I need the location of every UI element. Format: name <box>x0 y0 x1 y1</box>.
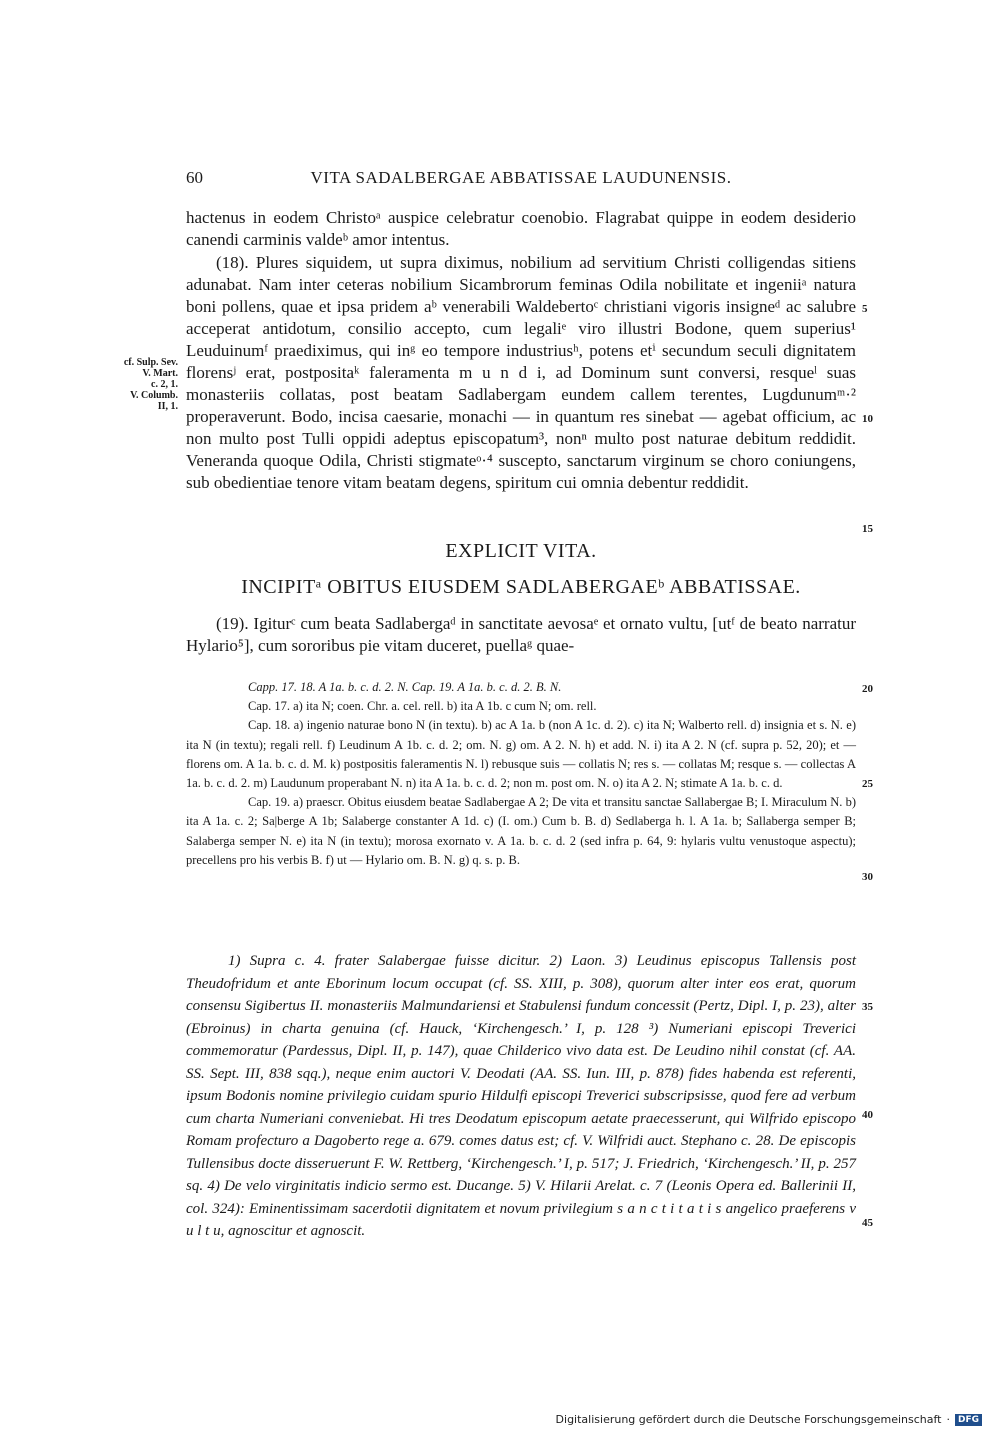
marginal-note-line: V. Columb. <box>130 390 178 401</box>
incipit-heading: INCIPITᵃ OBITUS EIUSDEM SADLABERGAEᵇ ABBATISSAE. <box>241 576 801 598</box>
credit-text: Digitalisierung gefördert durch die Deutsche Forschungsgemeinschaft <box>555 1413 942 1426</box>
line-number: 35 <box>862 1001 873 1013</box>
apparatus-sources: Capp. 17. 18. A 1a. b. c. d. 2. N. Cap. 19. A 1a. b. c. d. 2. B. N. <box>248 680 562 694</box>
line-number: 20 <box>862 683 873 695</box>
apparatus-cap-19: Cap. 19. a) praescr. Obitus eiusdem beatae Sadlabergae A 2; De vita et transitu sanctae Sallabergae B; I. Miraculum N. b) ita A 1a. c. 2; Sa|berge A 1b; Salaberge constanter A 1d. c) (I. om.) Cum b. B. d) Sedlaberga h. l. A 1a. b; Sallaberga semper B; Salaberga semper N. e) ita N (in textu); morosa exornato v. A 1a. b. c. d. 2 (sed infra p. 64, 9: hylaris vultu venustoque aspectu); precellens pro his verbis B. f) ut — Hylario om. B. N. g) q. s. p. B. <box>186 795 856 867</box>
footnotes-text: 1) Supra c. 4. frater Salabergae fuisse dicitur. 2) Laon. 3) Leudinus episcopus Tallensis post Theudofridum et ante Eborinum locum occupat (cf. SS. XIII, p. 308), quorum alter inter eos erat, quorum consensu Sigibertus II. monasteriis Malmundariensi et Stabulensi fundum concessit (Pertz, Dipl. I, p. 23), alter (Ebroinus) in charta genuina (cf. Hauck, ‘Kirchengesch.’ I, p. 128 ³) Numeriani episcopi Treverici commemoratur (Pardessus, Dipl. II, p. 147), quae Childerico vivo data est. De Leudino nihil constat (cf. AA. SS. Sept. III, 838 sqq.), neque enim auctori V. Deodati (AA. SS. Iun. III, p. 878) fides habenda est referenti, ipsum Bodonis nomine privilegio cuidam spurio Hildulfi episcopi Treverici subscripsisse, quod fere ad verbum cum charta Numeriani conveniebat. Hi tres Deodatum episcopum aetate praecesserunt, qui Wilfrido episcopo Romam profecturo a Dagoberto rege a. 679. comes datus est; cf. V. Wilfridi auct. Stephano c. 28. De episcopis Tullensibus docte disseruerunt F. W. Rettberg, ‘Kirchengesch.’ I, p. 517; J. Friedrich, ‘Kirchengesch.’ II, p. 257 sq. 4) De velo virginitatis indicio sermo est. Ducange. 5) V. Hilarii Arelat. c. 7 (Leonis Opera ed. Ballerinii II, col. 324): Eminentissimam sacerdotii dignitatem et novum privilegium s a n c t i t a t i s angelico praeferens v u l t u, agnoscitur et agnoscit. <box>186 953 856 1239</box>
page-header <box>186 168 856 192</box>
explicit-heading: EXPLICIT VITA. <box>445 540 597 562</box>
line-number: 45 <box>862 1217 873 1229</box>
page-number: 60 <box>186 168 203 187</box>
paragraph-1: hactenus in eodem Christoᵃ auspice celebratur coenobio. Flagrabat quippe in eodem desiderio canendi carminis valdeᵇ amor intentus. <box>186 208 856 249</box>
apparatus-cap-18: Cap. 18. a) ingenio naturae bono N (in textu). b) ac A 1a. b (non A 1c. d. 2). c) ita N; Walberto rell. d) insignia et s. N. e) ita N (in textu); regali rell. f) Leudinum A 1b. c. d. 2; om. N. g) om. A 2. N. h) et add. N. i) ita A 2. N (cf. supra p. 52, 20); et — florens om. A 1a. b. c. d. M. k) postpositis faleramentis N. l) rebusque suis — collatis N; res s. — collatas M; resque s. — collectas A 1a. b. c. d. 2. m) Laudunum properabant N. n) ita A 1a. b. c. d. 2; non m. post om. N. o) ita A 2. N; stimate A 1a. b. c. d. <box>186 718 856 791</box>
dfg-logo: DFG <box>955 1414 982 1426</box>
paragraph-19: (19). Igiturᶜ cum beata Sadlabergaᵈ in sanctitate aevosaᵉ et ornato vultu, [utᶠ de beato narratur Hylario⁵], cum sororibus pie vitam duceret, puellaᵍ quae- <box>186 614 856 655</box>
credit-separator: · <box>946 1413 950 1426</box>
line-number: 5 <box>862 303 868 315</box>
line-number: 10 <box>862 413 873 425</box>
marginal-note-line: cf. Sulp. Sev. <box>123 357 178 368</box>
marginal-note-line: V. Mart. <box>142 368 178 379</box>
running-title: VITA SADALBERGAE ABBATISSAE LAUDUNENSIS. <box>310 168 732 187</box>
line-number: 40 <box>862 1109 873 1121</box>
line-number: 30 <box>862 871 873 883</box>
chapter-19-text <box>186 613 856 657</box>
marginal-note-line: II, 1. <box>157 401 178 412</box>
digitization-credit <box>556 1413 982 1426</box>
line-number: 25 <box>862 778 873 790</box>
apparatus-cap-17: Cap. 17. a) ita N; coen. Chr. a. cel. rell. b) ita A 1b. c cum N; om. rell. <box>248 699 597 714</box>
critical-apparatus <box>186 678 856 870</box>
paragraph-18: (18). Plures siquidem, ut supra diximus, nobilium ad servitium Christi colligendas sitiens adunabat. Nam inter ceteras nobilium Sicambrorum feminas Odila nobilitate et ingeniiᵃ natura boni pollens, quae et ipsa pridem aᵇ venerabili Waldebertoᶜ christiani vigoris insigneᵈ ac salubre acceperat antidotum, consilio accepto, cum legaliᵉ viro illustri Bodone, quem superius¹ Leuduinumᶠ praediximus, qui inᵍ eo tempore industriusʰ, potens etⁱ secundum seculi dignitatem florensʲ erat, postpositaᵏ faleramenta m u n d i, ad Dominum sunt conversi, resqueˡ suas monasteriis collatas, post beatam Sadlabergam eundem callem terentes, Lugdunumᵐ·² properaverunt. Bodo, incisa caesarie, monachi — in quantum res sinebat — agebat officium, ac non multo post Tulli oppidi adeptus episcopatum³, nonⁿ multo post naturae debitum reddidit. Veneranda quoque Odila, Christi stigmateᵒ·⁴ suscepto, sanctarum virginum se choro coniungens, sub obedientiae tenore vitam beatam degens, spiritum cui omnia debentur reddidit. <box>186 253 856 492</box>
main-text <box>186 207 856 494</box>
footnotes <box>186 950 856 1243</box>
marginal-note-line: c. 2, 1. <box>151 379 178 390</box>
line-number: 15 <box>862 523 873 535</box>
marginal-note <box>104 357 178 412</box>
